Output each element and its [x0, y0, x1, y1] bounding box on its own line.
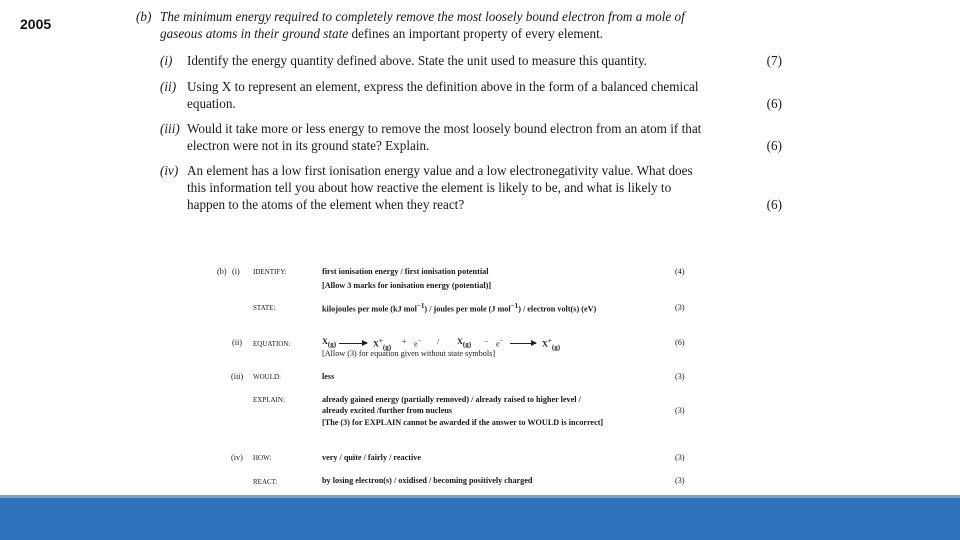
question-part-marks: (6) — [766, 138, 782, 153]
question-part-number: (ii) — [160, 79, 177, 94]
how-answer: very / quite / fairly / reactive — [322, 453, 421, 462]
equation-mark: (6) — [675, 338, 685, 347]
explain-line2: already excited /further from nucleus — [322, 406, 453, 415]
react-mark: (3) — [675, 476, 685, 485]
ms-ii-label: (ii) — [232, 338, 243, 347]
eq-e2: e− — [496, 337, 504, 349]
state-key: STATE: — [253, 304, 276, 312]
explain-mark: (3) — [675, 406, 685, 415]
eq-e: e− — [414, 337, 422, 349]
eq-x4: $X^+_{(g)}$ — [542, 337, 561, 352]
state-b-sup: −1 — [510, 302, 519, 310]
question-intro-italic-2: gaseous atoms in their ground state — [160, 26, 349, 41]
eq-slash: / — [437, 337, 440, 346]
question-part-text: Identify the energy quantity defined above. State the unit used to measure this quantity. — [187, 53, 647, 68]
eq-plus: + — [402, 337, 407, 346]
eq-x2: $X^+_{(g)}$ — [373, 337, 392, 352]
ms-iv-label: (iv) — [231, 453, 243, 462]
question-part-number: (iv) — [160, 163, 179, 178]
ms-b-label: (b) — [217, 267, 227, 276]
ms-iii-label: (iii) — [231, 372, 244, 381]
equation-key: EQUATION: — [253, 340, 291, 348]
identify-answer: first ionisation energy / first ionisation potential — [322, 267, 489, 276]
question-part-text: Using X to represent an element, express the definition above in the form of a balanced chemical — [187, 79, 699, 94]
how-mark: (3) — [675, 453, 685, 462]
state-answer — [322, 302, 596, 314]
eq-minus: − — [484, 337, 489, 346]
year-label: 2005 — [20, 16, 52, 32]
eq-x3: $X_{(g)}$ — [457, 337, 472, 349]
question-part-number: (i) — [160, 53, 173, 68]
question-part-marks: (7) — [766, 53, 782, 68]
would-mark: (3) — [675, 372, 685, 381]
question-part-text: this information tell you about how reactive the element is likely to be, and what is likely to — [187, 180, 672, 195]
question-intro-rest: defines an important property of every element. — [348, 26, 604, 41]
state-c: ) / electron volt(s) (eV) — [518, 304, 597, 314]
would-key: WOULD: — [253, 373, 281, 381]
explain-note: [The (3) for EXPLAIN cannot be awarded if the answer to WOULD is incorrect] — [322, 418, 604, 427]
slide-footer-bar — [0, 498, 960, 540]
eq-x1: $X_{(g)}$ — [322, 337, 337, 349]
react-key: REACT: — [253, 478, 278, 486]
question-label: (b) — [136, 9, 152, 24]
explain-line1: already gained energy (partially removed) / already raised to higher level / — [322, 395, 581, 404]
question-part-number: (iii) — [160, 121, 180, 136]
question-part-text: equation. — [187, 96, 236, 111]
explain-key: EXPLAIN: — [253, 396, 285, 404]
equation-note: [Allow (3) for equation given without state symbols] — [322, 349, 496, 358]
question-part-text: electron were not in its ground state? Explain. — [187, 138, 430, 153]
question-part-text: happen to the atoms of the element when they react? — [187, 197, 465, 212]
how-key: HOW: — [253, 454, 272, 462]
react-answer: by losing electron(s) / oxidised / becoming positively charged — [322, 476, 533, 485]
question-part-text: Would it take more or less energy to remove the most loosely bound electron from an atom if that — [187, 121, 702, 136]
ms-i-label: (i) — [232, 267, 240, 276]
would-answer: less — [322, 372, 335, 381]
identify-key: IDENTIFY: — [253, 268, 287, 276]
state-a: kilojoules per mole (kJ mol — [322, 304, 417, 314]
question-part-text: An element has a low first ionisation energy value and a low electronegativity value. What does — [187, 163, 693, 178]
question-part-marks: (6) — [766, 197, 782, 212]
state-mark: (3) — [675, 303, 685, 312]
identify-mark: (4) — [675, 267, 685, 276]
state-b: ) / joules per mole (J mol — [424, 304, 511, 314]
question-intro-italic: The minimum energy required to completely remove the most loosely bound electron from a mole of — [160, 9, 685, 24]
state-a-sup: −1 — [416, 302, 425, 310]
question-part-marks: (6) — [766, 96, 782, 111]
reaction-arrow-2 — [510, 343, 536, 344]
identify-note: [Allow 3 marks for ionisation energy (potential)] — [322, 281, 492, 290]
reaction-arrow — [339, 343, 367, 344]
